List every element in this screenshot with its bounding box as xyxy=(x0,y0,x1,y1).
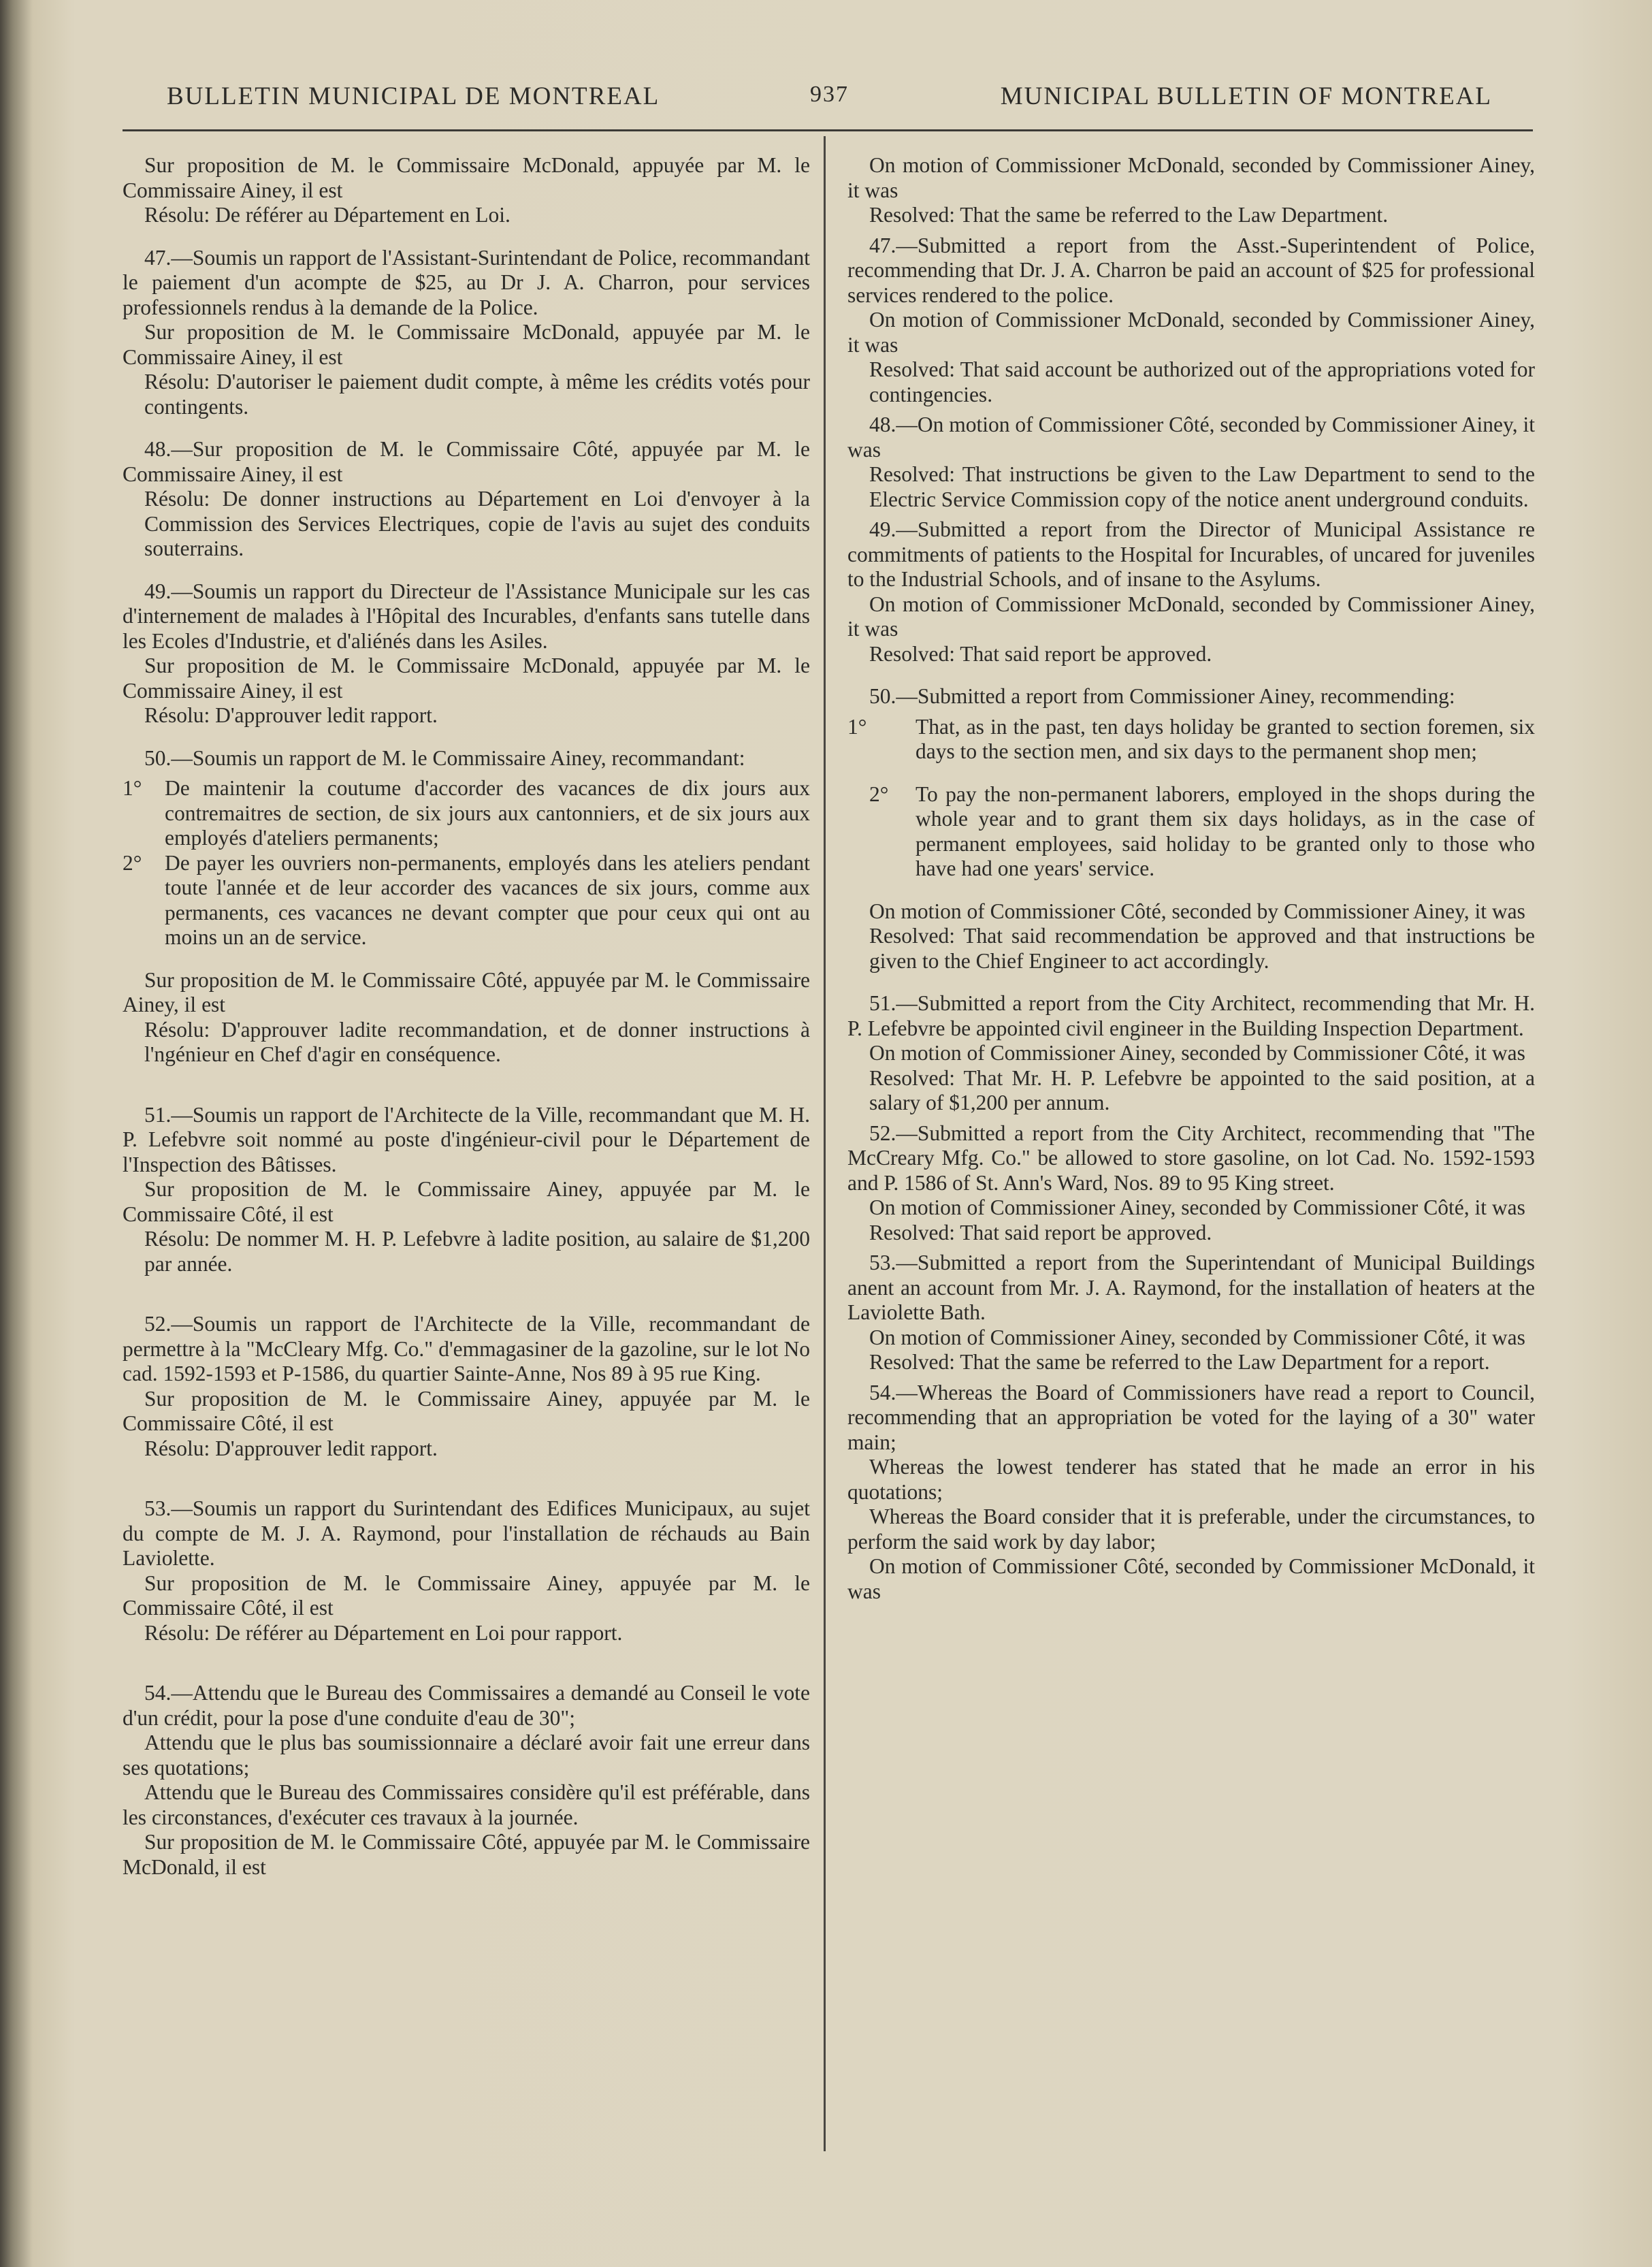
paragraph-spacer xyxy=(847,974,1535,991)
paragraph: 52.—Submitted a report from the City Architect, recommending that "The McCreary Mfg. Co." be allowed to store gasoline, on lot Cad. No. 1592-1593 and P. 1586 of St. Ann's Ward, Nos. 89 to 95 King street. xyxy=(847,1121,1535,1195)
paragraph: On motion of Commissioner Ainey, seconded by Commissioner Côté, it was xyxy=(869,1195,1525,1219)
paragraph: On motion of Commissioner McDonald, seconded by Commissioner Ainey, it was xyxy=(847,592,1535,641)
item-text: To pay the non-permanent laborers, employed in the shops during the whole year and to grant them six days holidays, as in the case of permanent employees, said holiday to be granted only to those who have had one years' service. xyxy=(916,782,1535,880)
item-text: De maintenir la coutume d'accorder des vacances de dix jours aux contremaitres de section, de six jours aux cantonniers, et de six jours aux employés d'ateliers permanents; xyxy=(165,776,810,850)
paragraph: Sur proposition de M. le Commissaire McDonald, appuyée par M. le Commissaire Ainey, il est xyxy=(123,654,810,703)
resolution-paragraph: Resolved: That said recommendation be approved and that instructions be given to the Chief Engineer to act accordingly. xyxy=(869,924,1535,973)
paragraph-spacer xyxy=(847,512,1535,517)
paragraph: Attendu que le plus bas soumissionnaire a déclaré avoir fait une erreur dans ses quotations; xyxy=(123,1731,810,1780)
paragraph: 51.—Soumis un rapport de l'Architecte de la Ville, recommandant que M. H. P. Lefebvre soit nommé au poste d'ingénieur-civil pour le Département de l'Inspection des Bâtisses. xyxy=(123,1102,810,1176)
paragraph: Attendu que le Bureau des Commissaires considère qu'il est préférable, dans les circonstances, d'exécuter ces travaux à la journée. xyxy=(123,1780,810,1829)
paragraph: 47.—Soumis un rapport de l'Assistant-Surintendant de Police, recommandant le paiement d'un acompte de $25, au Dr J. A. Charron, pour services professionnels rendus à la demande de la Police. xyxy=(123,245,810,319)
numbered-item xyxy=(123,851,810,950)
paragraph-spacer xyxy=(847,765,1535,782)
paragraph: 54.—Attendu que le Bureau des Commissaires a demandé au Conseil le vote d'un crédit, pour la pose d'une conduite d'eau de 30"; xyxy=(123,1681,810,1730)
paragraph: 48.—Sur proposition de M. le Commissaire Côté, appuyée par M. le Commissaire Ainey, il est xyxy=(123,437,810,486)
item-number: 1° xyxy=(847,714,867,739)
paragraph-spacer xyxy=(123,1645,810,1663)
numbered-item xyxy=(847,782,1535,882)
paragraph-spacer xyxy=(123,771,810,776)
paragraph-spacer xyxy=(123,228,810,246)
paragraph: 53.—Submitted a report from the Superintendant of Municipal Buildings anent an account from Mr. J. A. Raymond, for the installation of heaters at the Laviolette Bath. xyxy=(847,1251,1535,1324)
paragraph-spacer xyxy=(123,728,810,746)
header-english-title: MUNICIPAL BULLETIN OF MONTREAL xyxy=(1000,82,1492,110)
paragraph: Sur proposition de M. le Commissaire Côté, appuyée par M. le Commissaire McDonald, il est xyxy=(123,1830,810,1879)
resolution-paragraph: Résolu: D'approuver ladite recommandation, et de donner instructions à l'ngénieur en Chef d'agir en conséquence. xyxy=(144,1017,810,1066)
paragraph-spacer xyxy=(123,1067,810,1085)
header-rule xyxy=(123,129,1533,131)
resolution-paragraph: Résolu: De donner instructions au Département en Loi d'envoyer à la Commission des Services Electriques, copie de l'avis au sujet des conduits souterrains. xyxy=(144,487,810,560)
paragraph-spacer xyxy=(847,882,1535,899)
paragraph-spacer xyxy=(847,666,1535,684)
paragraph-spacer xyxy=(123,562,810,579)
paragraph-spacer xyxy=(847,1375,1535,1381)
resolution-paragraph: Resolved: That said report be approved. xyxy=(869,641,1212,666)
item-number: 2° xyxy=(869,782,889,806)
paragraph: 49.—Submitted a report from the Director of Municipal Assistance re commitments of patients to the Hospital for Incurables, of uncared for juveniles to the Industrial Schools, and of insane to the Asylums. xyxy=(847,517,1535,591)
item-text: That, as in the past, ten days holiday be granted to section foremen, six days to the section men, and six days to the permanent shop men; xyxy=(916,714,1535,763)
french-column xyxy=(123,153,810,1880)
paragraph-spacer xyxy=(847,228,1535,234)
paragraph-spacer xyxy=(123,1085,810,1103)
paragraph: Sur proposition de M. le Commissaire Ainey, appuyée par M. le Commissaire Côté, il est xyxy=(123,1571,810,1620)
paragraph-spacer xyxy=(123,1479,810,1496)
resolution-paragraph: Resolved: That Mr. H. P. Lefebvre be appointed to the said position, at a salary of $1,200 per annum. xyxy=(869,1065,1535,1114)
header-french-title: BULLETIN MUNICIPAL DE MONTREAL xyxy=(167,82,660,110)
resolution-paragraph: Resolved: That the same be referred to the Law Department for a report. xyxy=(869,1350,1490,1374)
paragraph: 52.—Soumis un rapport de l'Architecte de la Ville, recommandant de permettre à la "McCleary Mfg. Co." d'emmagasiner de la gazoline, sur le lot No cad. 1592-1593 et P-1586, du quartier Sainte-Anne, Nos 89 à 95 rue King. xyxy=(123,1312,810,1385)
english-column xyxy=(847,153,1535,1604)
paragraph: Sur proposition de M. le Commissaire Côté, appuyée par M. le Commissaire Ainey, il est xyxy=(123,967,810,1016)
page-number: 937 xyxy=(810,82,849,107)
paragraph-spacer xyxy=(847,1116,1535,1121)
resolution-paragraph: Résolu: De référer au Département en Loi pour rapport. xyxy=(144,1620,623,1645)
resolution-paragraph: Résolu: De référer au Département en Loi. xyxy=(144,203,511,227)
resolution-paragraph: Résolu: D'approuver ledit rapport. xyxy=(144,1436,438,1460)
paragraph: 50.—Soumis un rapport de M. le Commissaire Ainey, recommandant: xyxy=(144,745,745,770)
item-number: 1° xyxy=(123,776,142,800)
paragraph: On motion of Commissioner Côté, seconded by Commissioner Ainey, it was xyxy=(869,899,1525,923)
paragraph: Whereas the Board consider that it is preferable, under the circumstances, to perform the said work by day labor; xyxy=(847,1505,1535,1554)
paragraph-spacer xyxy=(123,1294,810,1312)
paragraph: On motion of Commissioner McDonald, seconded by Commissioner Ainey, it was xyxy=(847,308,1535,357)
item-number: 2° xyxy=(123,850,142,875)
column-divider xyxy=(824,136,826,2151)
paragraph: Sur proposition de M. le Commissaire McDonald, appuyée par M. le Commissaire Ainey, il est xyxy=(123,320,810,369)
numbered-item xyxy=(847,715,1535,765)
paragraph: Whereas the lowest tenderer has stated that he made an error in his quotations; xyxy=(847,1455,1535,1504)
paragraph-spacer xyxy=(123,1663,810,1681)
resolution-paragraph: Resolved: That said account be authorized out of the appropriations voted for contingencies. xyxy=(869,357,1535,406)
paragraph: On motion of Commissioner Ainey, seconded by Commissioner Côté, it was xyxy=(869,1325,1525,1349)
resolution-paragraph: Resolved: That the same be referred to the Law Department. xyxy=(869,203,1389,227)
paragraph-spacer xyxy=(847,407,1535,413)
paragraph-spacer xyxy=(123,419,810,437)
paragraph: 54.—Whereas the Board of Commissioners have read a report to Council, recommending that an appropriation be voted for the laying of a 30" water main; xyxy=(847,1380,1535,1454)
paragraph: Sur proposition de M. le Commissaire Ainey, appuyée par M. le Commissaire Côté, il est xyxy=(123,1386,810,1435)
paragraph: 47.—Submitted a report from the Asst.-Superintendent of Police, recommending that Dr. J. A. Charron be paid an account of $25 for professional services rendered to the police. xyxy=(847,233,1535,307)
paragraph: On motion of Commissioner McDonald, seconded by Commissioner Ainey, it was xyxy=(847,153,1535,202)
resolution-paragraph: Résolu: D'approuver ledit rapport. xyxy=(144,703,438,727)
paragraph: On motion of Commissioner Côté, seconded by Commissioner McDonald, it was xyxy=(847,1554,1535,1603)
paragraph: 50.—Submitted a report from Commissioner Ainey, recommending: xyxy=(869,684,1455,708)
numbered-item xyxy=(123,776,810,851)
page-header xyxy=(167,82,1492,114)
paragraph: 49.—Soumis un rapport du Directeur de l'Assistance Municipale sur les cas d'internement de malades à l'Hôpital des Incurables, d'enfants sans tutelle dans les Ecoles d'Industrie, et d'aliénés dans les Asiles. xyxy=(123,579,810,653)
paragraph: 51.—Submitted a report from the City Architect, recommending that Mr. H. P. Lefebvre be appointed civil engineer in the Building Inspection Department. xyxy=(847,991,1535,1040)
paragraph-spacer xyxy=(123,950,810,968)
paragraph: Sur proposition de M. le Commissaire Ainey, appuyée par M. le Commissaire Côté, il est xyxy=(123,1177,810,1226)
paragraph-spacer xyxy=(847,1245,1535,1251)
paragraph: Sur proposition de M. le Commissaire McDonald, appuyée par M. le Commissaire Ainey, il est xyxy=(123,153,810,202)
resolution-paragraph: Resolved: That said report be approved. xyxy=(869,1220,1212,1244)
paragraph: 48.—On motion of Commissioner Côté, seconded by Commissioner Ainey, it was xyxy=(847,413,1535,462)
resolution-paragraph: Résolu: D'autoriser le paiement dudit compte, à même les crédits votés pour contingents. xyxy=(144,370,810,419)
paragraph-spacer xyxy=(123,1461,810,1479)
resolution-paragraph: Résolu: De nommer M. H. P. Lefebvre à ladite position, au salaire de $1,200 par année. xyxy=(144,1227,810,1276)
paragraph: 53.—Soumis un rapport du Surintendant des Edifices Municipaux, au sujet du compte de M. J. A. Raymond, pour l'installation de réchauds au Bain Laviolette. xyxy=(123,1496,810,1570)
paragraph: On motion of Commissioner Ainey, seconded by Commissioner Côté, it was xyxy=(869,1041,1525,1065)
resolution-paragraph: Resolved: That instructions be given to the Law Department to send to the Electric Service Commission copy of the notice anent underground conduits. xyxy=(869,462,1535,511)
paragraph-spacer xyxy=(123,1276,810,1294)
item-text: De payer les ouvriers non-permanents, employés dans les ateliers pendant toute l'année et de leur accorder des vacances de six jours, comme aux permanents, ces vacances ne devant compter que pour ceux qui ont au moins un an de service. xyxy=(165,850,810,949)
paragraph-spacer xyxy=(847,709,1535,715)
